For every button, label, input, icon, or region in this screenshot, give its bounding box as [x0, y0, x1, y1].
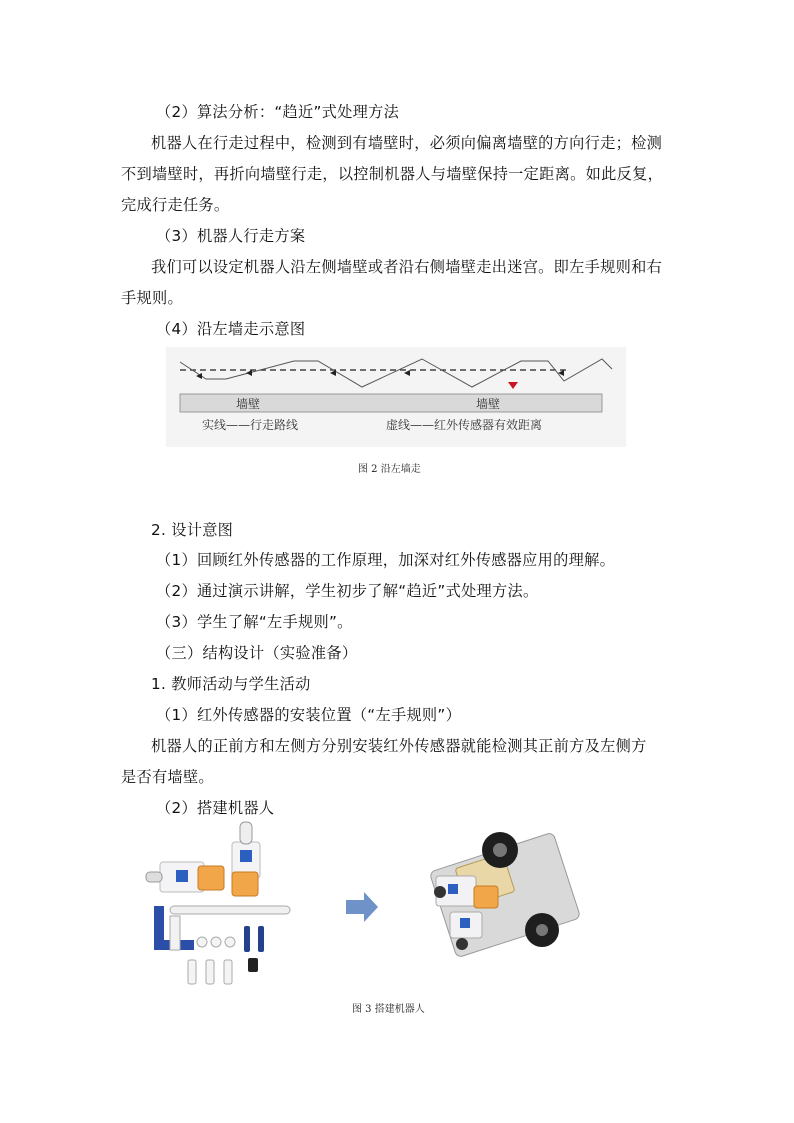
list-item: （2）通过演示讲解，学生初步了解“趋近”式处理方法。 — [156, 582, 539, 600]
paragraph-line: 不到墙壁时，再折向墙壁行走，以控制机器人与墙壁保持一定距离。如此反复， — [121, 165, 664, 183]
legend-solid-line: 实线——行走路线 — [202, 418, 299, 432]
legend-dashed-line: 虚线——红外传感器有效距离 — [386, 418, 543, 432]
wall-label-left: 墙壁 — [236, 397, 261, 411]
list-item: （2）搭建机器人 — [156, 799, 275, 817]
wall-label-right: 墙壁 — [476, 397, 501, 411]
paragraph-line: 机器人在行走过程中，检测到有墙壁时，必须向偏离墙壁的方向行走；检测 — [151, 134, 663, 152]
heading-design-intent: 2. 设计意图 — [151, 521, 234, 539]
figure-2-caption: 图 2 沿左墙走 — [358, 464, 421, 475]
paragraph-line: 手规则。 — [121, 289, 183, 307]
heading-left-wall-diagram: （4）沿左墙走示意图 — [156, 320, 306, 338]
paragraph-line: 完成行走任务。 — [121, 196, 230, 214]
list-item: （1）红外传感器的安装位置（“左手规则”） — [156, 706, 462, 724]
figure-3-caption: 图 3 搭建机器人 — [352, 1004, 425, 1015]
paragraph-line: 我们可以设定机器人沿左侧墙壁或者沿右侧墙壁走出迷宫。即左手规则和右 — [151, 258, 663, 276]
heading-walking-plan: （3）机器人行走方案 — [156, 227, 306, 245]
assembled-robot-image — [429, 832, 580, 958]
left-wall-following-diagram — [166, 347, 626, 447]
paragraph-line: 机器人的正前方和左侧方分别安装红外传感器就能检测其正前方及左侧方 — [151, 737, 647, 755]
heading-structure-design: （三）结构设计（实验准备） — [156, 644, 358, 662]
robot-parts-image — [146, 822, 290, 984]
right-arrow-icon — [346, 892, 378, 922]
paragraph-line: 是否有墙壁。 — [121, 768, 214, 786]
heading-teacher-student-activity: 1. 教师活动与学生活动 — [151, 675, 311, 693]
robot-assembly-figure — [140, 820, 610, 990]
list-item: （1）回顾红外传感器的工作原理，加深对红外传感器应用的理解。 — [156, 551, 616, 569]
list-item: （3）学生了解“左手规则”。 — [156, 613, 353, 631]
heading-algorithm-analysis: （2）算法分析：“趋近”式处理方法 — [156, 103, 400, 121]
